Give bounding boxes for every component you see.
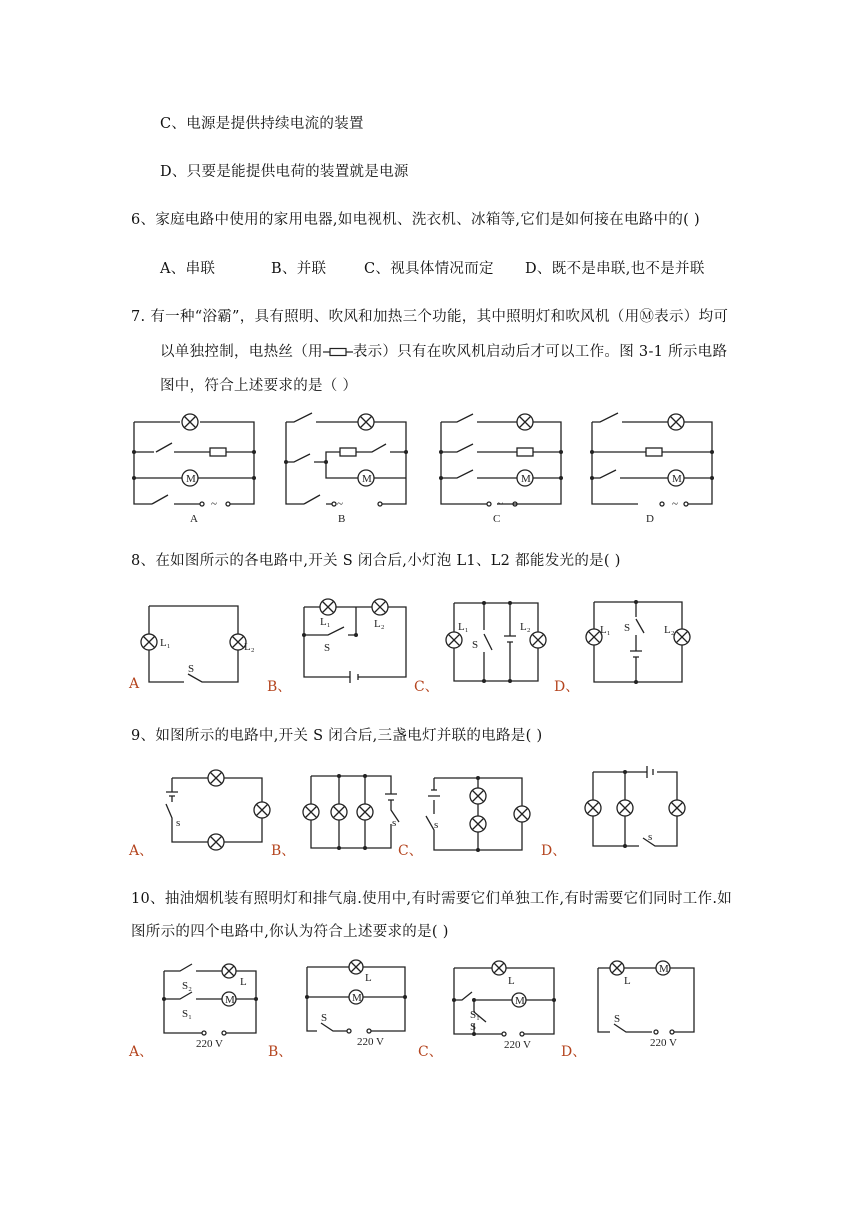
fig7-label-a: A: [190, 513, 198, 525]
fig9-label-d: D、: [541, 843, 567, 859]
fig7-label-c: C: [493, 513, 501, 525]
fig9-label-a: A、: [129, 843, 154, 859]
svg-text:s: s: [434, 819, 439, 831]
heater-icon: [210, 448, 226, 456]
question-9-text: 9、如图所示的电路中,开关 S 闭合后,三盏电灯并联的电路是( ): [131, 728, 543, 744]
q6-option-b: B、并联: [271, 261, 327, 277]
fig10-label-b: B、: [268, 1044, 293, 1060]
svg-text:220 V: 220 V: [357, 1036, 384, 1048]
svg-text:L₂: L₂: [664, 624, 675, 636]
svg-text:S₁: S₁: [470, 1009, 480, 1021]
figure-9-circuit-b: [303, 772, 403, 852]
svg-text:L₂: L₂: [244, 641, 255, 653]
svg-text:L₁: L₁: [458, 621, 469, 633]
heater-icon: [646, 448, 662, 456]
svg-text:~: ~: [337, 498, 343, 510]
fig10-label-c: C、: [418, 1044, 443, 1060]
svg-text:s: s: [176, 817, 181, 829]
question-7-line-3: 图中，符合上述要求的是（ ）: [160, 378, 358, 394]
figure-8-circuit-d: [586, 599, 696, 685]
svg-text:L: L: [365, 972, 372, 984]
svg-text:S: S: [624, 622, 631, 634]
fig7-label-b: B: [338, 513, 346, 525]
figure-7-circuit-b: [282, 410, 412, 525]
figure-8-circuit-c: [446, 600, 556, 684]
fig7-label-d: D: [646, 513, 654, 525]
svg-text:S: S: [188, 663, 195, 675]
svg-text:M: M: [659, 963, 669, 975]
svg-text:~: ~: [672, 498, 678, 510]
svg-text:S: S: [470, 1021, 477, 1033]
fig8-label-b: B、: [267, 679, 292, 695]
question-7-line-1: 7. 有一种“浴霸”，具有照明、吹风和加热三个功能，其中照明灯和吹风机（用Ⓜ表示）均可: [131, 309, 729, 325]
option-c-text: C、电源是提供持续电流的装置: [160, 116, 364, 132]
svg-text:220 V: 220 V: [650, 1037, 677, 1049]
figure-10-circuit-a: [160, 963, 280, 1055]
fig8-label-c: C、: [414, 679, 439, 695]
heater-icon: [340, 448, 356, 456]
svg-text:S: S: [472, 639, 479, 651]
figure-8-circuit-b: [300, 597, 410, 681]
svg-text:S₁: S₁: [182, 1008, 192, 1020]
svg-text:S: S: [614, 1013, 621, 1025]
ac-symbol: ~: [211, 498, 217, 510]
svg-text:L: L: [624, 975, 631, 987]
question-8-text: 8、在如图所示的各电路中,开关 S 闭合后,小灯泡 L1、L2 都能发光的是( ): [131, 553, 621, 569]
svg-text:M: M: [225, 994, 235, 1006]
q7-line2-post: 表示）只有在吹风机启动后才可以工作。图 3-1 所示电路: [352, 344, 728, 360]
q6-option-a: A、串联: [160, 261, 216, 277]
heater-icon: [517, 448, 533, 456]
fig10-label-d: D、: [561, 1044, 587, 1060]
question-6-text: 6、家庭电路中使用的家用电器,如电视机、洗衣机、冰箱等,它们是如何接在电路中的( ): [131, 212, 700, 228]
figure-9-circuit-a: [160, 770, 275, 852]
svg-text:M: M: [515, 995, 525, 1007]
svg-text:M: M: [521, 473, 531, 485]
svg-text:L: L: [240, 976, 247, 988]
question-10-line-2: 图所示的四个电路中,你认为符合上述要求的是( ): [131, 924, 449, 940]
figure-10-circuit-c: [450, 962, 560, 1054]
figure-8-circuit-a: [140, 604, 255, 686]
svg-text:L₁: L₁: [600, 624, 611, 636]
svg-text:220 V: 220 V: [196, 1038, 223, 1050]
fig10-label-a: A、: [129, 1044, 154, 1060]
fig8-label-a: A: [129, 676, 140, 692]
svg-text:S₂: S₂: [182, 980, 192, 992]
figure-7-circuit-c: [437, 410, 567, 525]
q6-option-d: D、既不是串联,也不是并联: [525, 261, 705, 277]
figure-7-circuit-d: [588, 410, 718, 525]
fig9-label-c: C、: [398, 843, 423, 859]
svg-text:M: M: [186, 473, 196, 485]
svg-text:L: L: [508, 975, 515, 987]
heater-symbol-icon: [323, 347, 353, 357]
fig8-label-d: D、: [554, 679, 580, 695]
svg-text:L₂: L₂: [374, 618, 385, 630]
svg-text:220 V: 220 V: [504, 1039, 531, 1051]
svg-text:~: ~: [497, 498, 503, 510]
svg-text:M: M: [362, 473, 372, 485]
svg-text:S: S: [321, 1012, 328, 1024]
svg-text:M: M: [672, 473, 682, 485]
option-d-text: D、只要是能提供电荷的装置就是电源: [160, 164, 409, 180]
question-7-line-2: [160, 340, 727, 361]
fig9-label-b: B、: [271, 843, 296, 859]
q6-option-c: C、视具体情况而定: [364, 261, 494, 277]
svg-text:L₁: L₁: [160, 637, 171, 649]
figure-10-circuit-d: [594, 958, 704, 1054]
svg-text:L₂: L₂: [520, 621, 531, 633]
figure-7-circuit-a: [130, 410, 260, 525]
figure-9-circuit-d: [585, 762, 690, 850]
svg-text:L₁: L₁: [320, 616, 331, 628]
svg-text:s: s: [648, 831, 653, 843]
svg-text:S: S: [324, 642, 331, 654]
q7-line2-pre: 以单独控制，电热丝（用: [160, 344, 323, 360]
svg-text:s: s: [392, 817, 397, 829]
question-10-line-1: 10、抽油烟机装有照明灯和排气扇.使用中,有时需要它们单独工作,有时需要它们同时工作.如: [131, 891, 733, 907]
figure-10-circuit-b: [303, 957, 413, 1055]
figure-9-circuit-c: [426, 774, 536, 854]
svg-text:M: M: [352, 992, 362, 1004]
